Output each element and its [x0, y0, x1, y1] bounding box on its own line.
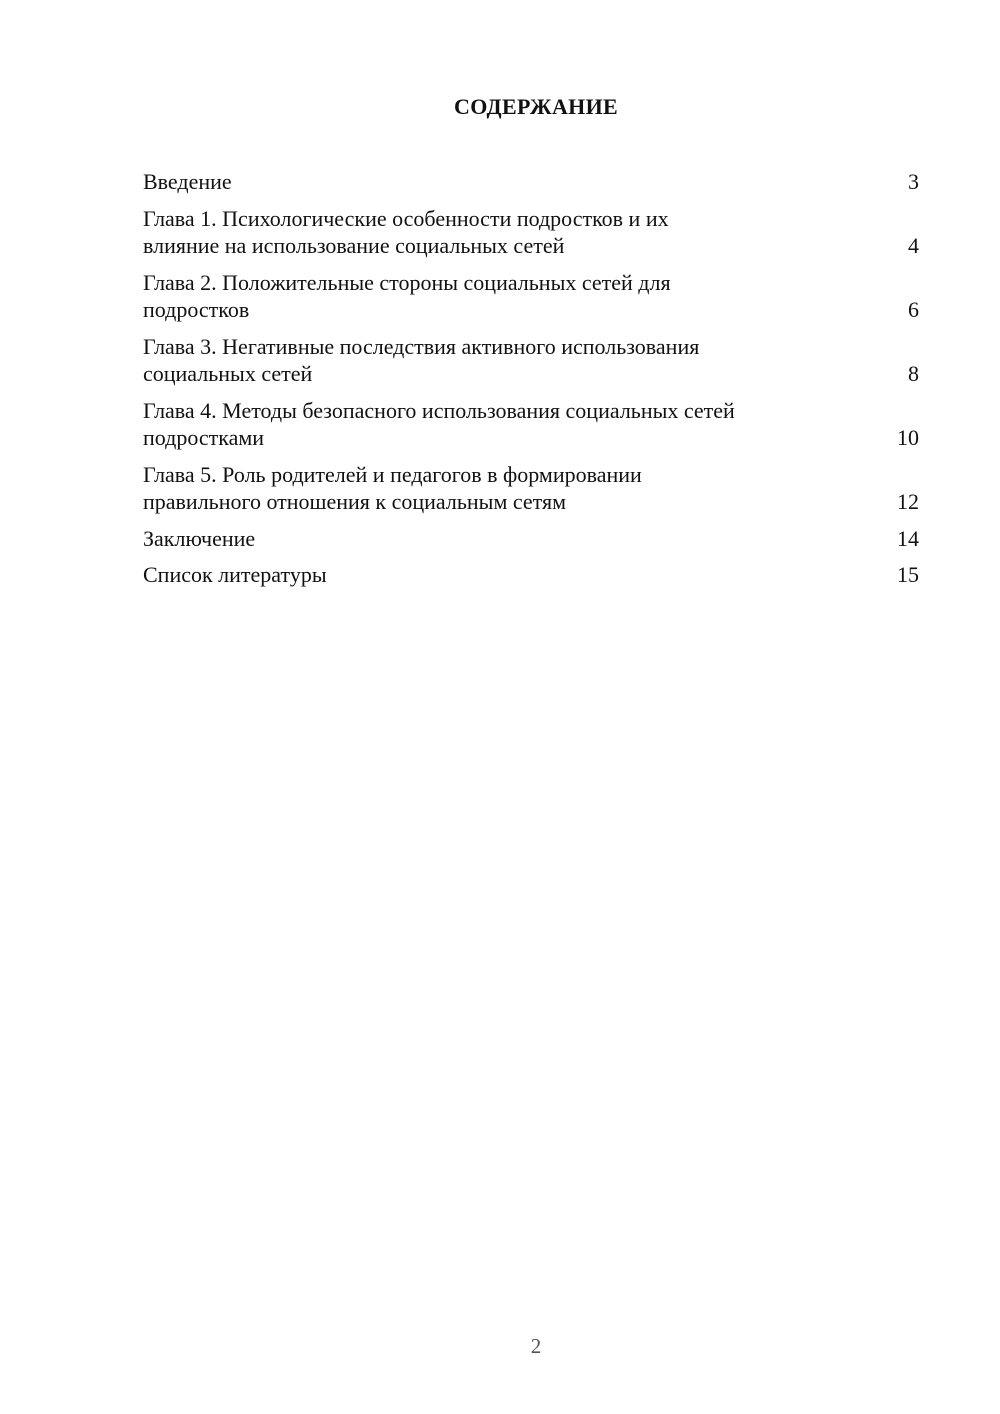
toc-entry-references[interactable] — [143, 561, 919, 589]
toc-entry-page: 3 — [908, 169, 919, 194]
toc-entry-page: 6 — [908, 297, 919, 322]
toc-entry-conclusion[interactable] — [143, 525, 919, 553]
toc-entry-page: 14 — [897, 525, 919, 551]
page-title: СОДЕРЖАНИЕ — [454, 94, 618, 119]
toc-entry-page: 4 — [908, 233, 919, 258]
toc-entry-page: 12 — [897, 489, 919, 514]
toc-entry-chapter-2[interactable] — [143, 269, 919, 324]
toc-entry-introduction[interactable] — [143, 168, 919, 196]
toc-entry-text: Глава 4. Методы безопасного использования социальных сетей подростками — [143, 397, 735, 450]
page-number: 2 — [530, 1334, 542, 1358]
toc-entry-chapter-3[interactable] — [143, 333, 919, 388]
table-of-contents — [143, 168, 919, 598]
toc-entry-chapter-4[interactable] — [143, 397, 919, 452]
toc-entry-text: Глава 2. Положительные стороны социальных сетей для подростков — [143, 269, 671, 322]
toc-entry-text: Список литературы — [143, 562, 327, 587]
toc-entry-text: Введение — [143, 169, 232, 194]
toc-entry-page: 8 — [908, 361, 919, 386]
toc-entry-page: 10 — [897, 425, 919, 450]
toc-entry-text: Заключение — [143, 525, 256, 551]
toc-entry-text: Глава 1. Психологические особенности подростков и их влияние на использование социальных сетей — [143, 205, 669, 258]
toc-entry-page: 15 — [897, 562, 919, 587]
toc-entry-chapter-1[interactable] — [143, 205, 919, 260]
toc-entry-text: Глава 3. Негативные последствия активного использования социальных сетей — [143, 333, 700, 386]
toc-entry-chapter-5[interactable] — [143, 461, 919, 516]
toc-entry-text: Глава 5. Роль родителей и педагогов в формировании правильного отношения к социальным сетям — [143, 461, 642, 514]
